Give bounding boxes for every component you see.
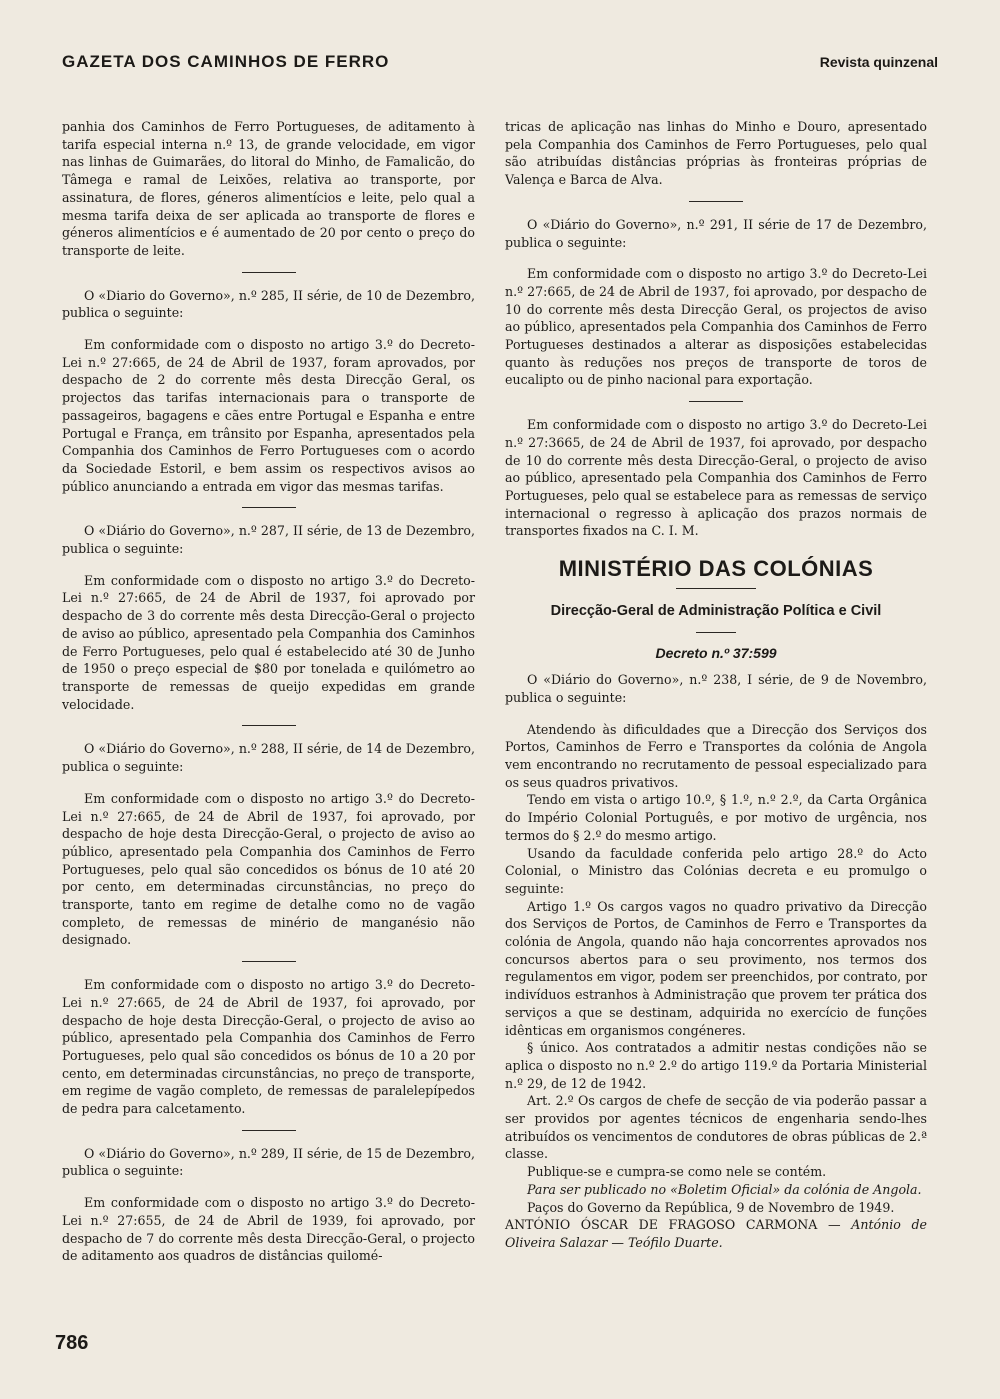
page-number: 786 [55,1332,89,1354]
left-notice-3-intro: O «Diário do Governo», n.º 288, II série, de 14 de Dezembro, publica o seguinte: [62,741,475,775]
page-header [62,52,938,78]
publication-title: GAZETA DOS CAMINHOS DE FERRO [62,52,390,71]
decree-paragraph-2: Tendo em vista o artigo 10.º, § 1.º, n.º 2.º, da Carta Orgânica do Império Colonial Português, e por motivo de urgência, nos termos do § 2.º do mesmo artigo. [505,792,927,843]
decree-article-1: Artigo 1.º Os cargos vagos no quadro privativo da Direcção dos Serviços de Portos, de Caminhos de Ferro e Transportes da colónia de Angola, quando não haja concorrentes aprovados nos concursos abertos para o seu provimento, nos termos dos regulamentos em vigor, podem ser preenchidos, por contrato, por indivíduos estranhos à Administração que provem ter prática dos serviços a que se destinam, adquirida no exercício de funções idênticas em organismos congéneres. [505,898,927,1038]
separator-rule [242,507,296,508]
left-paragraph-0: panhia dos Caminhos de Ferro Portugueses, de aditamento à tarifa especial interna n.º 13, de grande velocidade, em vigor nas linhas de Guimarães, do litoral do Minho, de Famalicão, do Tâmega e ramal de Leixões, relativa ao transporte, por assinatura, de flores, géneros alimentícios e leite, pelo qual a mesma tarifa deixa de ser aplicada ao transporte de flores e géneros alimentícios e é aumentado de 20 por cento o preço do transporte de leite. [62,119,475,258]
direction-heading: Direcção-Geral de Administração Política e Civil [550,602,882,619]
decree-publish-clause: Publique-se e cumpra-se como nele se contém. [527,1164,827,1180]
left-notice-3-body: Em conformidade com o disposto no artigo 3.º do Decreto-Lei n.º 27:665, de 24 de Abril de 1937, foi aprovado, por despacho de hoje desta Direcção-Geral, o projecto de aviso ao público, apresentado pela Companhia dos Caminhos de Ferro Portugueses, pelo qual são concedidos os bónus de 10 até 20 por cento, em determinadas circunstâncias, no preço do transporte, tanto em regime de detalhe como no de vagão completo, de remessas de minério de manganésio não designado. [62,790,475,948]
heading-rule [696,632,736,633]
decree-paragraph-3: Usando da faculdade conferida pelo artigo 28.º do Acto Colonial, o Ministro das Colónias decreta e eu promulgo o seguinte: [505,845,927,896]
decree-intro: O «Diário do Governo», n.º 238, I série, de 9 de Novembro, publica o seguinte: [505,672,927,705]
decree-publication-note: Para ser publicado no «Boletim Oficial» da colónia de Angola. [527,1181,922,1197]
decree-sole-paragraph: § único. Aos contratados a admitir nestas condições não se aplica o disposto no n.º 2.º do artigo 119.º da Portaria Ministerial n.º 29, de 12 de 1942. [505,1040,927,1091]
signature-president: ANTÓNIO ÓSCAR DE FRAGOSO CARMONA — [505,1217,852,1233]
separator-rule [242,1130,296,1131]
right-column [505,118,927,1252]
left-notice-5-intro: O «Diário do Governo», n.º 289, II série, de 15 de Dezembro, publica o seguinte: [62,1145,475,1179]
separator-rule [242,725,296,726]
decree-signatures [505,1216,927,1251]
decree-article-2: Art. 2.º Os cargos de chefe de secção de via poderão passar a ser providos por agentes técnicos de engenharia sendo-lhes atribuídos os vencimentos de condutores de obras públicas de 2.ª classe. [505,1093,927,1162]
separator-rule [689,401,743,402]
left-notice-1-body: Em conformidade com o disposto no artigo 3.º do Decreto-Lei n.º 27:665, de 24 de Abril de 1937, foram aprovados, por despacho de 2 do corrente mês desta Direcção Geral, os projectos das tarifas internacionais para o transporte de passageiros, bagagens e cães entre Portugal e Espanha e entre Portugal e França, em trânsito por Espanha, apresentados pela Companhia dos Caminhos de Ferro Portugueses com o acordo da Sociedade Estoril, e bem assim os respectivos avisos ao público anunciando a entrada em vigor das mesmas tarifas. [62,337,475,494]
separator-rule [689,201,743,202]
separator-rule [242,272,296,273]
left-notice-2-intro: O «Diário do Governo», n.º 287, II série, de 13 de Dezembro, publica o seguinte: [62,523,475,557]
left-column [62,118,475,1265]
signature-ministers: António de Oliveira Salazar — Teófilo Duarte. [505,1217,927,1250]
ministry-heading: MINISTÉRIO DAS COLÓNIAS [558,556,874,582]
left-notice-2-body: Em conformidade com o disposto no artigo 3.º do Decreto-Lei n.º 27:665, de 24 de Abril de 1937, foi aprovado por despacho de 3 do corrente mês desta Direcção-Geral o projecto de aviso ao público, apresentado pela Companhia dos Caminhos de Ferro Portugueses, pelo qual é estabelecido até 30 de Junho de 1950 o preço especial de $80 por tonelada e quilómetro ao transporte de remessas de queijo expedidas em grande velocidade. [62,572,475,712]
left-notice-5-body: Em conformidade com o disposto no artigo 3.º do Decreto-Lei n.º 27:655, de 24 de Abril de 1939, foi aprovado, por despacho de 7 do corrente mês desta Direcção-Geral, o projecto de aditamento aos quadros de distâncias quilomé- [62,1195,475,1264]
decree-heading: Decreto n.º 37:599 [655,645,777,662]
left-notice-4-body: Em conformidade com o disposto no artigo 3.º do Decreto-Lei n.º 27:665, de 24 de Abril de 1937, foi aprovado, por despacho de hoje desta Direcção-Geral, o projecto de aviso ao público, apresentado pela Companhia dos Caminhos de Ferro Portugueses, pelo qual são concedidos os bónus de 10 a 20 por cento, em determinadas circunstâncias, no preço de transporte, em regime de vagão completo, de remessas de paralelepípedos de pedra para calcetamento. [62,977,475,1117]
left-notice-1-intro: O «Diario do Governo», n.º 285, II série, de 10 de Dezembro, publica o seguinte: [62,287,475,321]
right-paragraph-0: tricas de aplicação nas linhas do Minho e Douro, apresentado pela Companhia dos Caminhos de Ferro Portugueses, pelo qual são atribuídas distâncias próprias às fronteiras próprias de Valença e Barca de Alva. [505,119,927,188]
separator-rule [242,961,296,962]
heading-rule [676,588,756,589]
right-notice-2-body: Em conformidade com o disposto no artigo 3.º do Decreto-Lei n.º 27:3665, de 24 de Abril de 1937, foi aprovado, por despacho de 10 do corrente mês desta Direcção-Geral, o projecto de aviso ao público, apresentado pela Companhia dos Caminhos de Ferro Portugueses, pelo qual se estabelece para as remessas de serviço internacional o regresso à aplicação dos prazos normais de transportes fixados na C. I. M. [505,417,927,539]
right-notice-1-intro: O «Diário do Governo», n.º 291, II série de 17 de Dezembro, publica o seguinte: [505,216,927,250]
decree-place-date: Paços do Governo da República, 9 de Novembro de 1949. [527,1199,895,1215]
right-notice-1-body: Em conformidade com o disposto no artigo 3.º do Decreto-Lei n.º 27:665, de 24 de Abril de 1937, foi aprovado, por despacho de 10 do corrente mês desta Direcção Geral, os projectos de aviso ao público, apresentados pela Companhia dos Caminhos de Ferro Portugueses destinados a alterar as disposições estabelecidas quanto às reduções nos preços de transporte de toros de eucalipto ou de pinho nacional para exportação. [505,266,927,388]
decree-paragraph-1: Atendendo às dificuldades que a Direcção dos Serviços dos Portos, Caminhos de Ferro e Transportes da colónia de Angola vem encontrando no recrutamento de pessoal especializado para os seus quadros privativos. [505,721,927,790]
publication-subtitle: Revista quinzenal [819,54,938,70]
